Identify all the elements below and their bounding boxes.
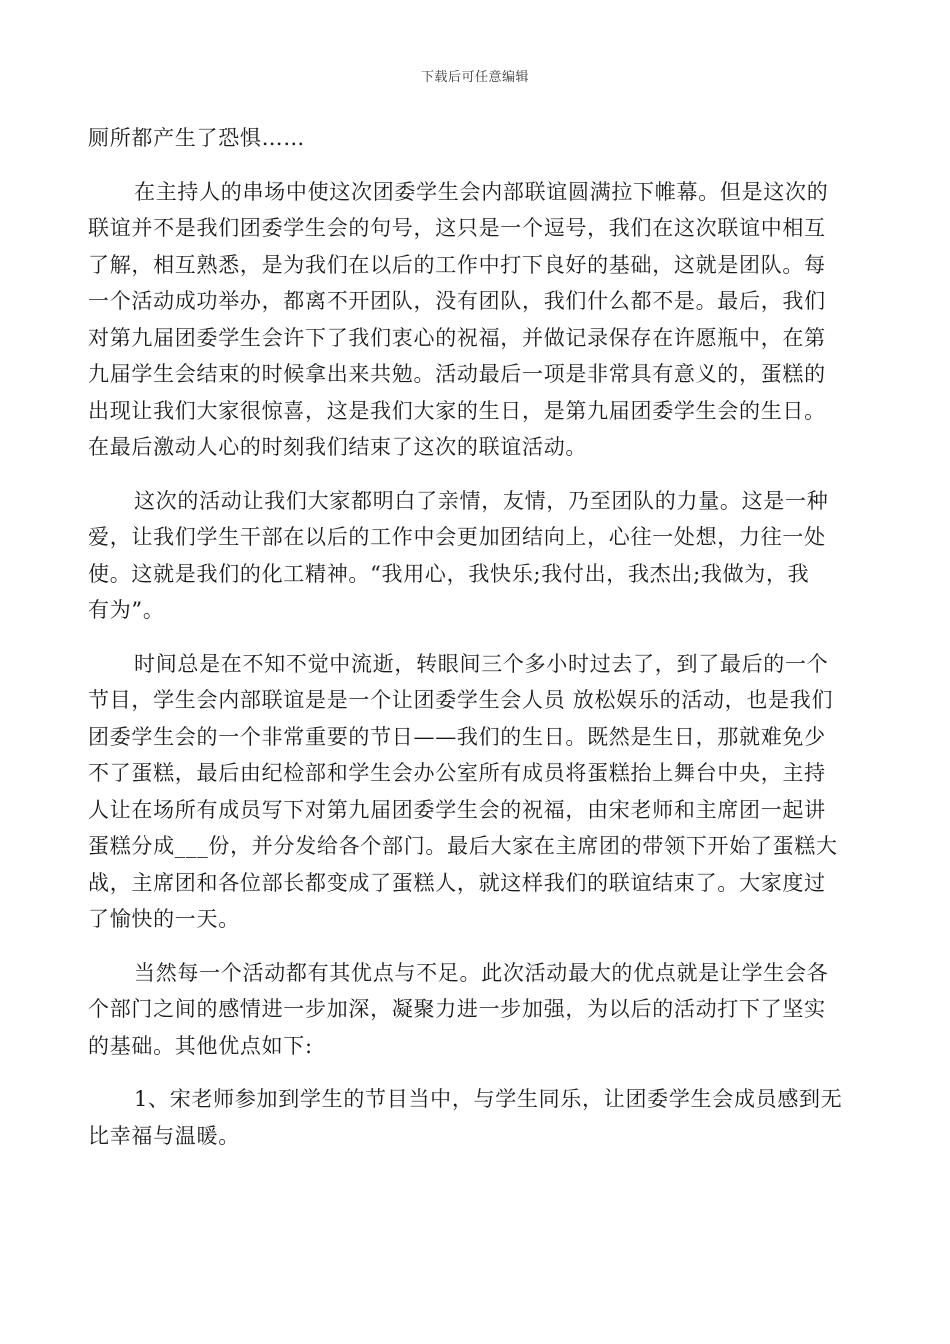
paragraph — [88, 955, 860, 1065]
paragraph — [88, 174, 860, 466]
text-line: 爱，让我们学生干部在以后的工作中会更加团结向上，心往一处想，力往一处 — [88, 525, 826, 549]
text-line: 节目，学生会内部联谊是是一个让团委学生会人员 放松娱乐的活动，也是我们 — [88, 688, 834, 712]
text-line: 对第九届团委学生会许下了我们衷心的祝福，并做记录保存在许愿瓶中，在第 — [88, 325, 826, 350]
document-body — [88, 120, 860, 1154]
text-line: 了解，相互熟悉，是为我们在以后的工作中打下良好的基础，这就是团队。每 — [88, 252, 826, 277]
paragraph — [88, 646, 860, 938]
text-line: 这次的活动让我们大家都明白了亲情，友情，乃至团队的力量。这是一种 — [134, 488, 829, 513]
text-line: 当然每一个活动都有其优点与不足。此次活动最大的优点就是让学生会各 — [134, 960, 829, 985]
text-line: 联谊并不是我们团委学生会的句号，这只是一个逗号，我们在这次联谊中相互 — [88, 216, 826, 240]
paragraph — [88, 1081, 860, 1154]
text-line: 了愉快的一天。 — [88, 907, 240, 931]
text-line: 厕所都产生了恐惧…… — [88, 126, 305, 150]
text-line: 九届学生会结束的时候拿出来共勉。活动最后一项是非常具有意义的，蛋糕的 — [88, 362, 826, 386]
text-line: 有为”。 — [88, 598, 165, 622]
text-line: 不了蛋糕，最后由纪检部和学生会办公室所有成员将蛋糕抬上舞台中央，主持 — [88, 761, 826, 785]
text-line: 在主持人的串场中使这次团委学生会内部联谊圆满拉下帷幕。但是这次的 — [134, 179, 829, 204]
text-line: 时间总是在不知不觉中流逝，转眼间三个多小时过去了，到了最后的一个 — [134, 651, 829, 676]
text-line: 使。这就是我们的化工精神。“我用心，我快乐;我付出，我杰出;我做为，我 — [88, 561, 810, 586]
text-line: 一个活动成功举办，都离不开团队，没有团队，我们什么都不是。最后，我们 — [88, 289, 826, 313]
text-line: 人让在场所有成员写下对第九届团委学生会的祝福，由宋老师和主席团一起讲 — [88, 797, 826, 822]
text-line: 在最后激动人心的时刻我们结束了这次的联谊活动。 — [88, 435, 588, 459]
text-line: 团委学生会的一个非常重要的节日——我们的生日。既然是生日，那就难免少 — [88, 724, 826, 749]
paragraph — [88, 120, 860, 157]
text-line: 蛋糕分成___份，并分发给各个部门。最后大家在主席团的带领下开始了蛋糕大 — [88, 834, 838, 858]
page-header: 下载后可任意编辑 — [420, 70, 529, 85]
text-line: 比幸福与温暖。 — [88, 1123, 240, 1148]
text-line: 战，主席团和各位部长都变成了蛋糕人，就这样我们的联谊结束了。大家度过 — [88, 870, 826, 895]
text-line: 出现让我们大家很惊喜，这是我们大家的生日，是第九届团委学生会的生日。 — [88, 398, 826, 423]
text-line: 1、宋老师参加到学生的节目当中，与学生同乐，让团委学生会成员感到无 — [134, 1087, 843, 1111]
text-line: 个部门之间的感情进一步加深，凝聚力进一步加强，为以后的活动打下了坚实 — [88, 997, 826, 1021]
text-line: 的基础。其他优点如下: — [88, 1033, 313, 1058]
paragraph — [88, 483, 860, 629]
